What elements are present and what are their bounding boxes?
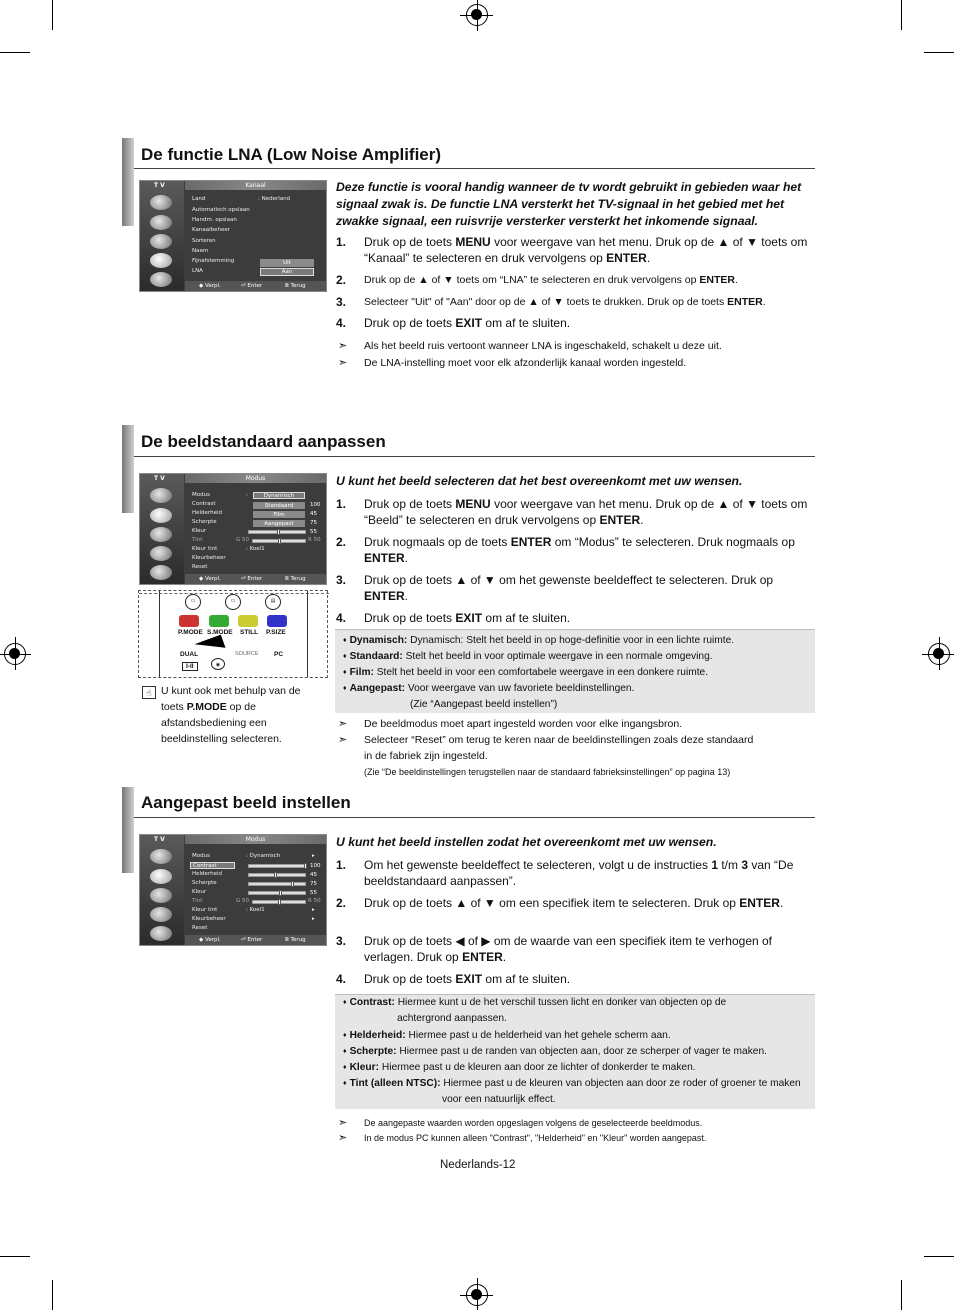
registration-mark-icon bbox=[4, 643, 26, 665]
section-title: De beeldstandaard aanpassen bbox=[141, 432, 386, 451]
crop-mark bbox=[901, 1280, 902, 1310]
registration-mark-icon bbox=[466, 4, 488, 26]
remote-button-icon: ▭ bbox=[185, 594, 201, 610]
p-mode-button bbox=[179, 615, 199, 627]
note-arrow-icon: ➣ bbox=[338, 1117, 348, 1129]
section-bar bbox=[122, 138, 134, 226]
section-rule bbox=[134, 456, 815, 457]
registration-mark-icon bbox=[466, 1284, 488, 1306]
remote-label: P.MODE bbox=[178, 629, 203, 636]
section-intro: U kunt het beeld instellen zodat het overeenkomt met uw wensen. bbox=[336, 835, 717, 849]
s-mode-button bbox=[209, 615, 229, 627]
crop-mark bbox=[52, 1280, 53, 1310]
note-arrow-icon: ➣ bbox=[338, 718, 348, 730]
registration-mark-icon bbox=[928, 643, 950, 665]
remote-label: I-II bbox=[182, 662, 198, 671]
remote-label: SOURCE bbox=[235, 651, 259, 657]
remote-button-icon: ▭ bbox=[225, 594, 241, 610]
crop-mark bbox=[924, 52, 954, 53]
info-box: ♦ Contrast: Hiermee kunt u de het verschil tussen licht en donker van objecten op de achtergrond aanpassen. ♦ Helderheid: Hiermee past u de helderheid van het gehele scherm aan. ♦ Scherpte: Hiermee past u de randen van objecten aan, door ze scherper of vager te maken. ♦ Kleur: Hiermee past u de kleuren aan door ze lichter of donkerder te maken. ♦ Tint (alleen NTSC): Hiermee past u de kleuren van objecten aan door ze roder of groener te maken voor een natuurlijk effect. bbox=[335, 994, 815, 1109]
remote-control-illustration bbox=[138, 590, 328, 678]
section-intro: U kunt het beeld selecteren dat het best overeenkomt met uw wensen. bbox=[336, 474, 743, 488]
section-rule bbox=[134, 168, 815, 169]
crop-mark bbox=[52, 0, 53, 30]
tv-menu-screenshot: T V Modus Modus Contrast Helderheid Scherpte Kleur Tint Kleur tint Kleurbeheer Reset : Dynamisch ▸ 100 45 75 55 G 50 R 50 : Koel1 ▸ ▸ ◆ Verpl. ⏎ Enter Ⅲ Terug bbox=[139, 834, 327, 946]
info-box: ♦ Dynamisch: Dynamisch: Stelt het beeld in op hoge-definitie voor in een lichte ruimte. ♦ Standaard: Stelt het beeld in voor optimale weergave in een normale omgeving. ♦ Film: Stelt het beeld in voor een comfortabele weergave in een donkere ruimte. ♦ Aangepast: Voor weergave van uw favoriete beeldinstellingen. (Zie “Aangepast beeld instellen”) bbox=[335, 629, 815, 713]
source-button-icon: ◉ bbox=[211, 658, 225, 670]
remote-label: S.MODE bbox=[207, 629, 233, 636]
crop-mark bbox=[0, 52, 30, 53]
section-rule bbox=[134, 817, 815, 818]
p-size-button bbox=[267, 615, 287, 627]
section-intro: Deze functie is vooral handig wanneer de tv wordt gebruikt in gebieden waar het signaal zwak is. De functie LNA versterkt het TV-signaal in het gebied met het zwakke signaal, een ruisvrije versterker versterkt het inkomende signaal. bbox=[336, 180, 802, 228]
tv-menu-screenshot: T V Modus Modus Contrast Helderheid Scherpte Kleur Tint Kleur tint Kleurbeheer Reset : Dynamisch Standaard Film Aangepast 100 45 75 55 G 50 R 50 : Koel1 ◆ Verpl. ⏎ Enter Ⅲ Terug bbox=[139, 473, 327, 585]
note-arrow-icon: ➣ bbox=[338, 734, 348, 746]
note-arrow-icon: ➣ bbox=[338, 340, 348, 352]
remote-tip-icon: ☝ bbox=[142, 686, 156, 699]
remote-label: DUAL bbox=[180, 651, 199, 658]
crop-mark bbox=[901, 0, 902, 30]
note-arrow-icon: ➣ bbox=[338, 357, 348, 369]
page-number: Nederlands-12 bbox=[440, 1159, 516, 1171]
section-bar bbox=[122, 787, 134, 873]
crop-mark bbox=[924, 1256, 954, 1257]
crop-mark bbox=[0, 1256, 30, 1257]
section-title: Aangepast beeld instellen bbox=[141, 793, 351, 812]
section-title: De functie LNA (Low Noise Amplifier) bbox=[141, 145, 442, 164]
section-bar bbox=[122, 425, 134, 513]
tv-menu-screenshot: T V Kanaal Land : Nederland Automatisch opslaan Handm. opslaan Kanaalbeheer Sorteren Naam Fijnafstemming LNA Uit Aan ◆ Verpl. ⏎ Enter Ⅲ Terug bbox=[139, 180, 327, 292]
remote-label: P.SIZE bbox=[266, 629, 286, 636]
remote-button-icon: ▤ bbox=[265, 594, 281, 610]
note-arrow-icon: ➣ bbox=[338, 1132, 348, 1144]
still-button bbox=[238, 615, 258, 627]
remote-label: STILL bbox=[240, 629, 259, 636]
remote-label: PC bbox=[274, 651, 284, 658]
